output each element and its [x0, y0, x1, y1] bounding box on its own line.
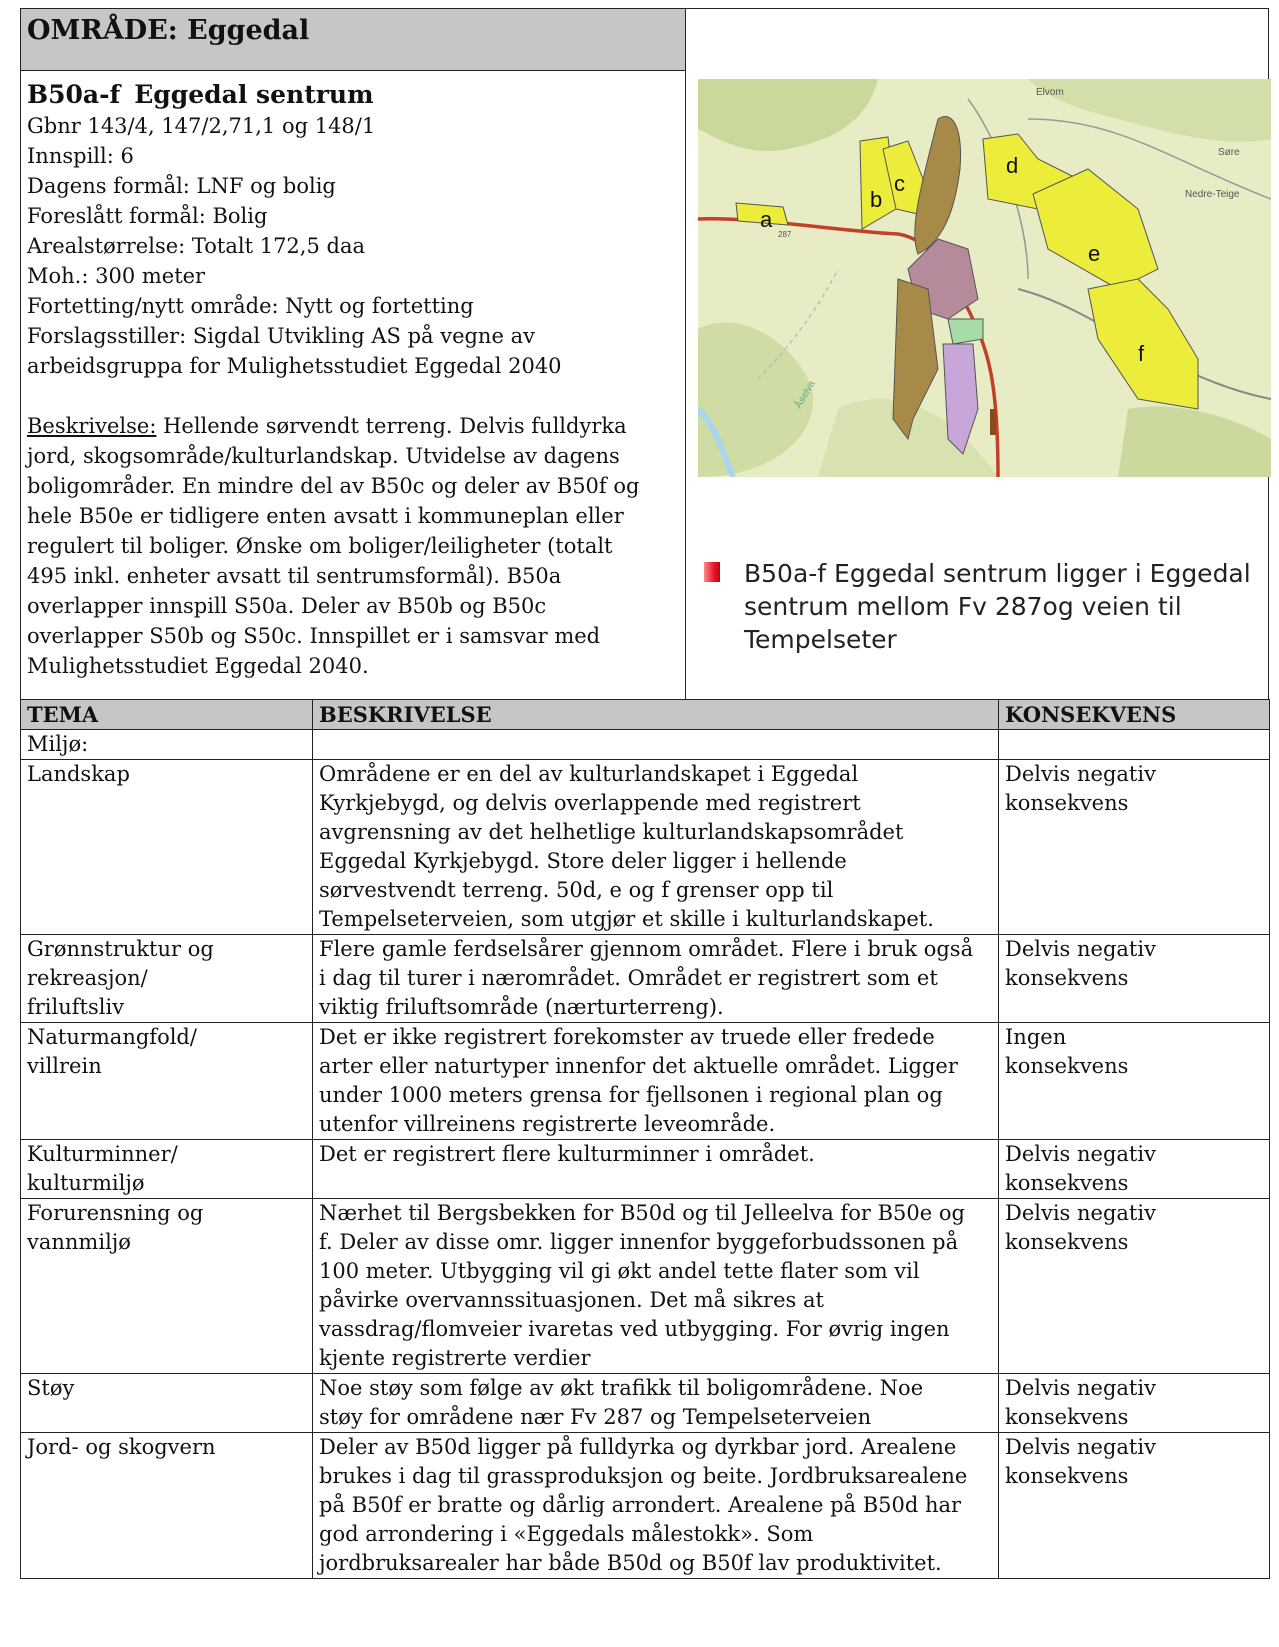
- consequence-cell-line: Delvis negativ: [1005, 1434, 1156, 1459]
- description-label: Beskrivelse:: [27, 414, 157, 438]
- map-image: [698, 79, 1271, 477]
- theme-cell-line: Naturmangfold/: [27, 1024, 197, 1049]
- proposal-title: [27, 79, 679, 111]
- description-line: overlapper innspill S50a. Deler av B50b og B50c: [27, 594, 547, 618]
- zone-label-a: a: [760, 207, 773, 232]
- consequence-cell: [999, 1373, 1270, 1432]
- description-line: boligområder. En mindre del av B50c og deler av B50f og: [27, 474, 640, 498]
- area-map: [698, 79, 1271, 477]
- detail-line: Forslagsstiller: Sigdal Utvikling AS på vegne av: [27, 324, 535, 348]
- zone-label-d: d: [1006, 153, 1019, 178]
- theme-cell: [21, 1022, 313, 1139]
- page: [20, 8, 1269, 1579]
- detail-line: Fortetting/nytt område: Nytt og fortetting: [27, 294, 474, 318]
- theme-cell-line: Kulturminner/: [27, 1141, 178, 1166]
- description-line: Mulighetsstudiet Eggedal 2040.: [27, 654, 369, 678]
- theme-cell: [21, 1373, 313, 1432]
- description-cell-line: Kyrkjebygd, og delvis overlappende med registrert: [319, 790, 861, 815]
- consequence-cell-line: Delvis negativ: [1005, 761, 1156, 786]
- theme-cell-line: Forurensning og: [27, 1200, 204, 1225]
- bullet-icon: [704, 562, 720, 582]
- detail-line: arbeidsgruppa for Mulighetsstudiet Eggedal 2040: [27, 354, 562, 378]
- description-cell-line: Det er ikke registrert forekomster av truede eller fredede: [319, 1024, 935, 1049]
- description-cell-line: Tempelseterveien, som utgjør et skille i kulturlandskapet.: [319, 906, 934, 931]
- consequence-cell-line: Ingen: [1005, 1024, 1067, 1049]
- table-row: [21, 1432, 1270, 1578]
- description-cell-line: Nærhet til Bergsbekken for B50d og til Jelleelva for B50e og: [319, 1200, 965, 1225]
- description-cell-line: under 1000 meters grensa for fjellsonen i regional plan og: [319, 1082, 943, 1107]
- consequence-cell-line: Delvis negativ: [1005, 1141, 1156, 1166]
- description-cell: [313, 759, 999, 934]
- description-cell-line: vassdrag/flomveier ivaretas ved utbygging. For øvrig ingen: [319, 1316, 950, 1341]
- description-cell-line: Det er registrert flere kulturminner i området.: [319, 1141, 815, 1166]
- detail-line: Gbnr 143/4, 147/2,71,1 og 148/1: [27, 114, 376, 138]
- description-cell: [313, 1139, 999, 1198]
- zone-label-c: c: [894, 171, 905, 196]
- consequence-cell-line: konsekvens: [1005, 1229, 1129, 1254]
- theme-cell-line: friluftsliv: [27, 994, 125, 1019]
- header-konsekvens: KONSEKVENS: [999, 699, 1270, 729]
- section-label: Miljø:: [21, 729, 313, 759]
- description-cell-line: god arrondering i «Eggedals målestokk». Som: [319, 1521, 814, 1546]
- description-cell-line: på B50f er bratte og dårlig arrondert. Arealene på B50d har: [319, 1492, 962, 1517]
- table-row: [21, 1373, 1270, 1432]
- table-row: [21, 934, 1270, 1022]
- zone-label-f: f: [1138, 341, 1145, 366]
- table-row: [21, 1022, 1270, 1139]
- consequence-cell: [999, 934, 1270, 1022]
- theme-cell-line: rekreasjon/: [27, 965, 148, 990]
- detail-line: Arealstørrelse: Totalt 172,5 daa: [27, 234, 365, 258]
- description-cell: [313, 1432, 999, 1578]
- description-cell-line: Noe støy som følge av økt trafikk til boligområdene. Noe: [319, 1375, 924, 1400]
- description-cell-line: jordbruksarealer har både B50d og B50f lav produktivitet.: [319, 1550, 942, 1575]
- description-cell-line: Deler av B50d ligger på fulldyrka og dyrkbar jord. Arealene: [319, 1434, 957, 1459]
- map-label-nedre-teige: Nedre-Teige: [1185, 189, 1240, 200]
- description-cell-line: støy for områdene nær Fv 287 og Tempelseterveien: [319, 1404, 872, 1429]
- area-heading: OMRÅDE: Eggedal: [21, 9, 685, 71]
- consequence-cell-line: konsekvens: [1005, 790, 1129, 815]
- theme-cell-line: vannmiljø: [27, 1229, 131, 1254]
- map-panel: [686, 9, 1268, 699]
- theme-cell: [21, 1198, 313, 1373]
- consequence-cell-line: konsekvens: [1005, 1404, 1129, 1429]
- description-cell: [313, 1373, 999, 1432]
- consequence-cell: [999, 759, 1270, 934]
- consequence-cell: [999, 1139, 1270, 1198]
- consequence-cell: [999, 1198, 1270, 1373]
- description-line: hele B50e er tidligere enten avsatt i kommuneplan eller: [27, 504, 624, 528]
- detail-line: Foreslått formål: Bolig: [27, 204, 268, 228]
- map-label-elvom: Elvom: [1036, 87, 1064, 98]
- consequence-cell-line: Delvis negativ: [1005, 1200, 1156, 1225]
- consequence-cell-line: konsekvens: [1005, 1053, 1129, 1078]
- theme-cell-line: Grønnstruktur og: [27, 936, 214, 961]
- theme-cell: [21, 934, 313, 1022]
- table-row: [21, 759, 1270, 934]
- description-cell-line: Flere gamle ferdselsårer gjennom området. Flere i bruk også: [319, 936, 974, 961]
- description-cell-line: utenfor villreinens registrerte leveområde.: [319, 1111, 776, 1136]
- theme-cell-line: Støy: [27, 1375, 75, 1400]
- consequence-cell-line: konsekvens: [1005, 965, 1129, 990]
- proposal-code: B50a-f: [27, 80, 121, 109]
- description-cell-line: kjente registrerte verdier: [319, 1345, 591, 1370]
- proposal-block: [20, 8, 1269, 700]
- theme-cell-line: Landskap: [27, 761, 130, 786]
- consequence-table: [20, 699, 1270, 1579]
- description-line: jord, skogsområde/kulturlandskap. Utvidelse av dagens: [27, 444, 620, 468]
- consequence-cell-line: konsekvens: [1005, 1463, 1129, 1488]
- description-cell-line: f. Deler av disse omr. ligger innenfor byggeforbudssonen på: [319, 1229, 959, 1254]
- description-line: Hellende sørvendt terreng. Delvis fulldyrka: [156, 414, 627, 438]
- description-cell-line: i dag til turer i nærområdet. Området er registrert som et: [319, 965, 938, 990]
- theme-cell: [21, 1139, 313, 1198]
- consequence-cell-line: Delvis negativ: [1005, 936, 1156, 961]
- proposal-description: [27, 411, 679, 681]
- consequence-cell-line: Delvis negativ: [1005, 1375, 1156, 1400]
- consequence-cell: [999, 1022, 1270, 1139]
- description-cell-line: avgrensning av det helhetlige kulturlandskapsområdet: [319, 819, 904, 844]
- description-line: overlapper S50b og S50c. Innspillet er i samsvar med: [27, 624, 601, 648]
- description-cell-line: 100 meter. Utbygging vil gi økt andel tette flater som vil: [319, 1258, 920, 1283]
- header-beskrivelse: BESKRIVELSE: [313, 699, 999, 729]
- table-header-row: [21, 699, 1270, 729]
- consequence-cell: [999, 1432, 1270, 1578]
- consequence-cell-line: konsekvens: [1005, 1170, 1129, 1195]
- proposal-name: Eggedal sentrum: [134, 80, 374, 109]
- description-line: 495 inkl. enheter avsatt til sentrumsformål). B50a: [27, 564, 562, 588]
- description-cell-line: arter eller naturtyper innenfor det aktuelle området. Ligger: [319, 1053, 958, 1078]
- map-caption: B50a-f Eggedal sentrum ligger i Eggedal sentrum mellom Fv 287og veien til Tempelseter: [744, 559, 1251, 654]
- table-row: [21, 1139, 1270, 1198]
- proposal-info-panel: [21, 9, 686, 699]
- detail-line: Innspill: 6: [27, 144, 134, 168]
- map-road-number: 287: [778, 230, 792, 239]
- description-cell-line: påvirke overvannssituasjonen. Det må sikres at: [319, 1287, 824, 1312]
- zone-label-e: e: [1088, 241, 1101, 266]
- description-cell-line: brukes i dag til grassproduksjon og beite. Jordbruksarealene: [319, 1463, 968, 1488]
- description-cell: [313, 1022, 999, 1139]
- theme-cell-line: kulturmiljø: [27, 1170, 145, 1195]
- detail-line: Moh.: 300 meter: [27, 264, 206, 288]
- theme-cell: [21, 1432, 313, 1578]
- theme-cell-line: Jord- og skogvern: [27, 1434, 216, 1459]
- description-cell: [313, 1198, 999, 1373]
- description-cell-line: Områdene er en del av kulturlandskapet i Eggedal: [319, 761, 859, 786]
- description-cell-line: viktig friluftsområde (nærturterreng).: [319, 994, 724, 1019]
- theme-cell: [21, 759, 313, 934]
- detail-line: Dagens formål: LNF og bolig: [27, 174, 336, 198]
- theme-cell-line: villrein: [27, 1053, 102, 1078]
- description-cell: [313, 934, 999, 1022]
- table-row: [21, 1198, 1270, 1373]
- zone-label-b: b: [870, 187, 883, 212]
- map-label-sore: Søre: [1218, 147, 1240, 158]
- description-cell-line: Eggedal Kyrkjebygd. Store deler ligger i hellende: [319, 848, 847, 873]
- header-tema: TEMA: [21, 699, 313, 729]
- proposal-details: [21, 71, 685, 681]
- section-row: [21, 729, 1270, 759]
- description-line: regulert til boliger. Ønske om boliger/leiligheter (totalt: [27, 534, 613, 558]
- map-label-aselva: Åselva: [793, 379, 818, 411]
- description-cell-line: sørvestvendt terreng. 50d, e og f grenser opp til: [319, 877, 834, 902]
